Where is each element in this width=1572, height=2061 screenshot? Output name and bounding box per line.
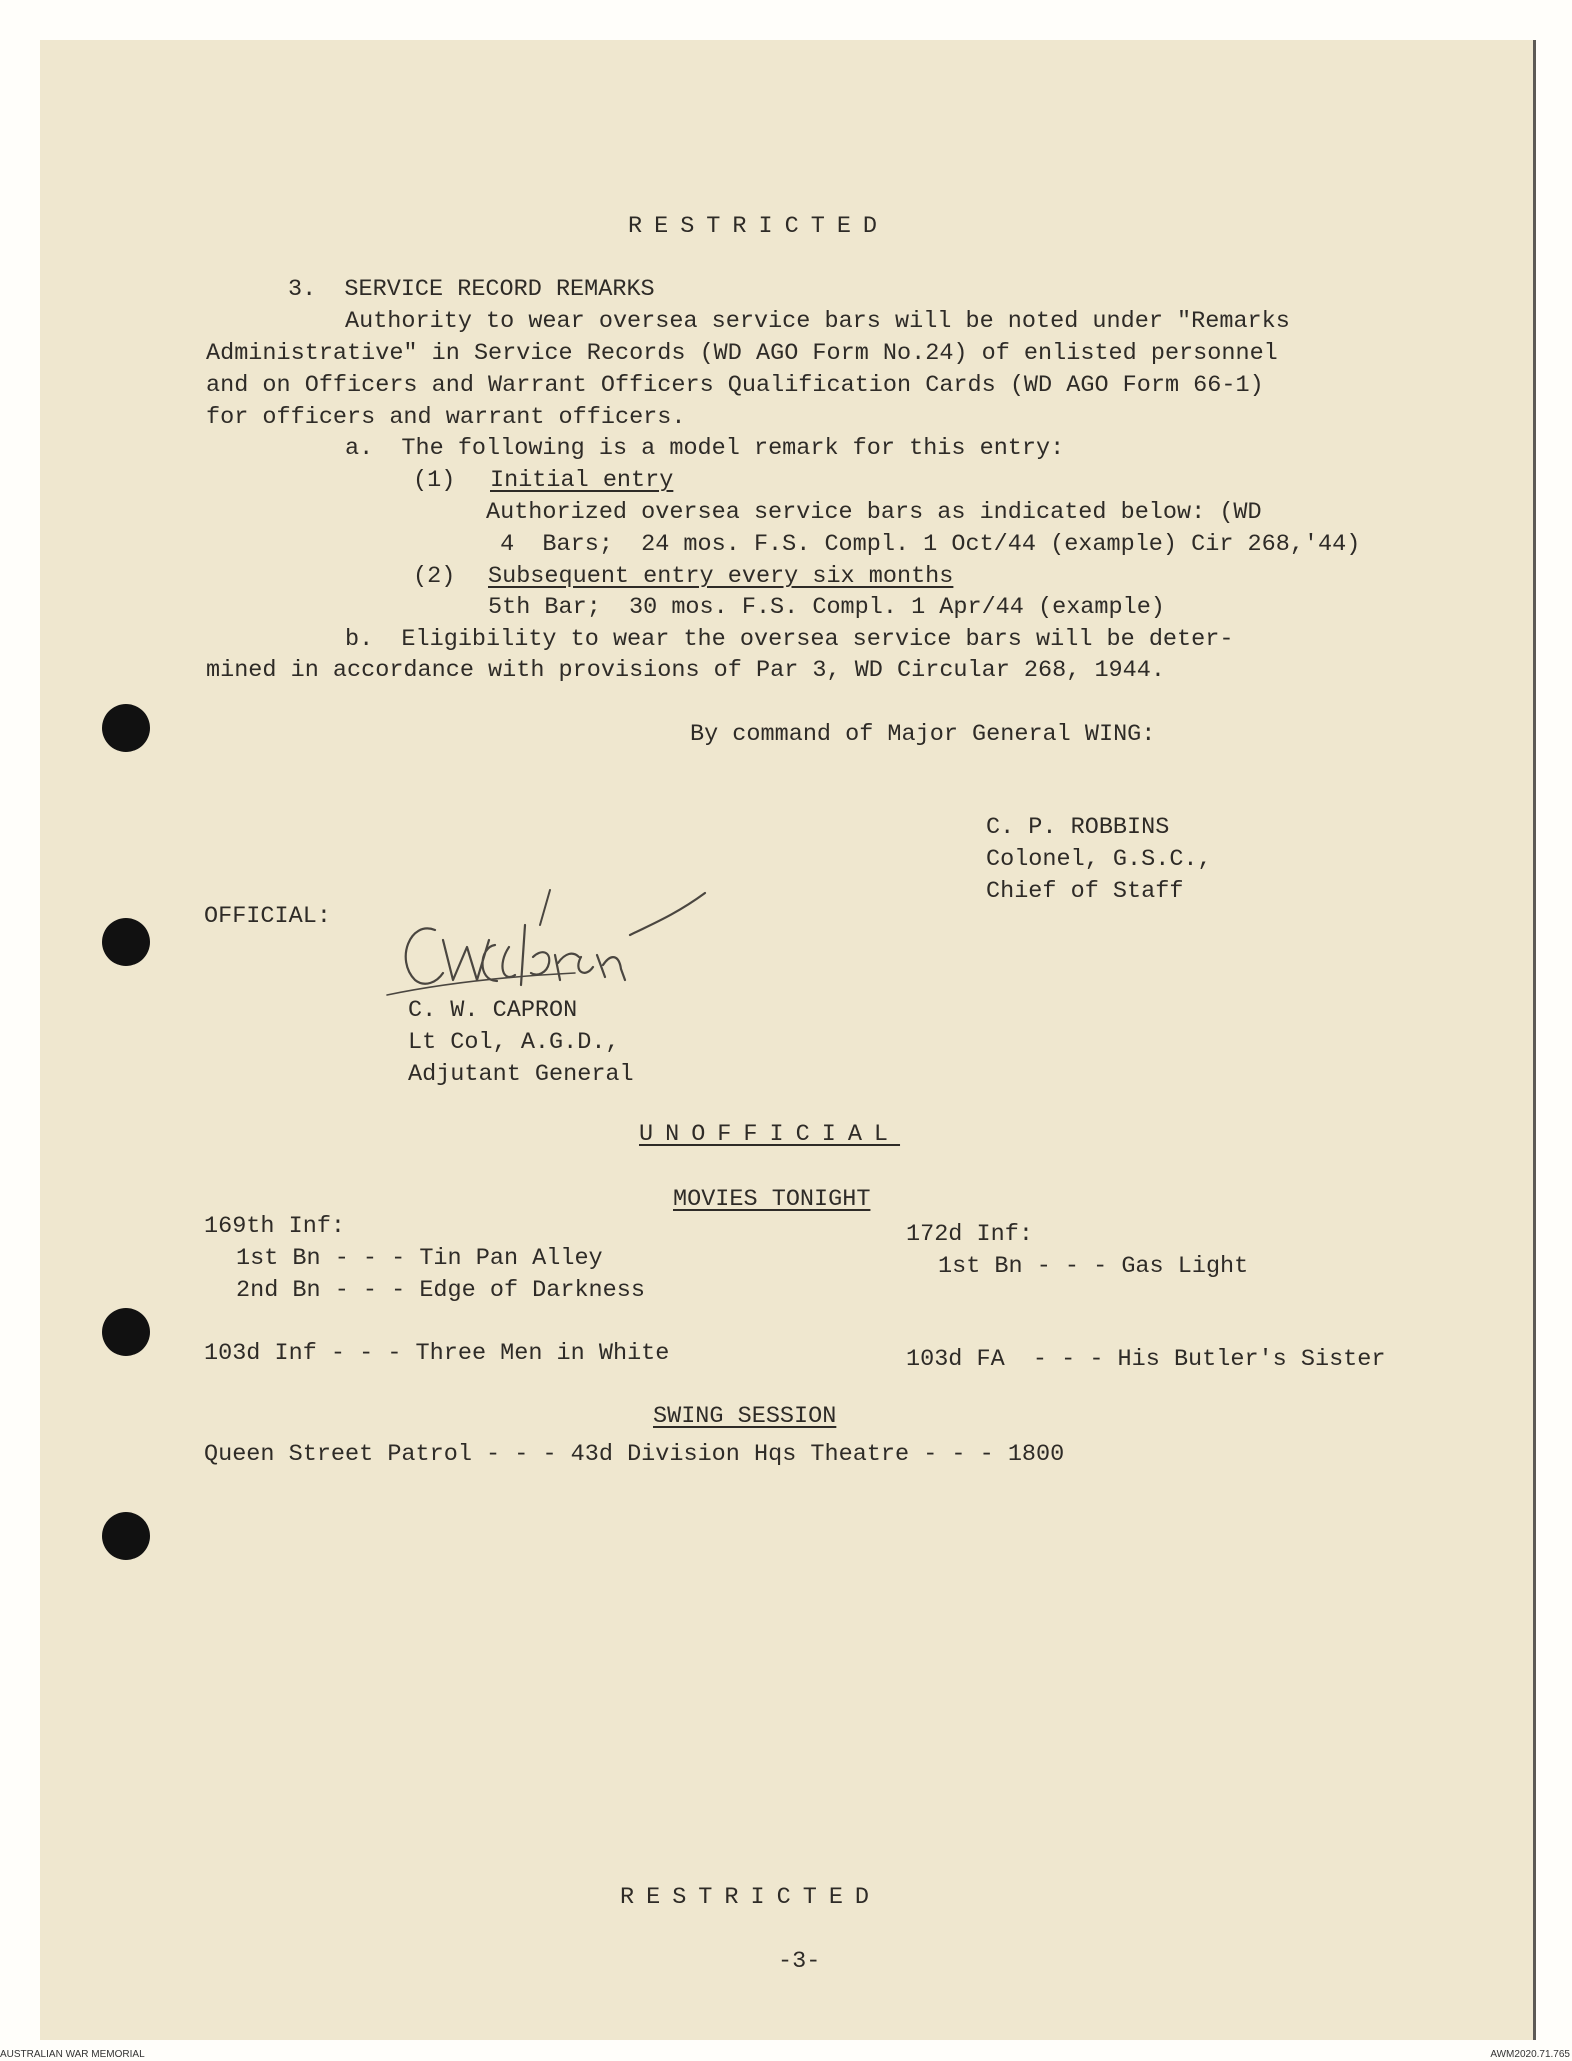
section-heading-text: 3. SERVICE RECORD REMARKS [288,276,655,303]
item-1-line-2: 4 Bars; 24 mos. F.S. Compl. 1 Oct/44 (example) Cir 268,'44) [486,531,1361,558]
swing-line: Queen Street Patrol - - - 43d Division Hqs Theatre - - - 1800 [204,1441,1065,1468]
ag-name: C. W. CAPRON [408,997,578,1024]
movies-heading: MOVIES TONIGHT [673,1186,871,1213]
unofficial-heading: UNOFFICIAL [639,1121,901,1148]
item-1-title: Initial entry [490,467,674,494]
archive-label-left: AUSTRALIAN WAR MEMORIAL [0,2049,145,2060]
item-2-line-1: 5th Bar; 30 mos. F.S. Compl. 1 Apr/44 (example) [488,594,1165,621]
punch-hole [102,704,150,752]
para-line-2: Administrative" in Service Records (WD AGO Form No.24) of enlisted personnel [206,340,1278,367]
movies-172d-unit: 172d Inf: [906,1221,1033,1248]
para-line-3: and on Officers and Warrant Officers Qualification Cards (WD AGO Form 66-1) [206,372,1264,399]
official-label: OFFICIAL: [204,903,331,930]
movies-169th-1st-bn: 1st Bn - - - Tin Pan Alley [236,1245,603,1272]
ag-title: Adjutant General [408,1061,634,1088]
punch-hole [102,1308,150,1356]
movies-103d-fa: 103d FA - - - His Butler's Sister [906,1346,1386,1373]
item-1-number: (1) [413,467,456,494]
swing-heading: SWING SESSION [653,1403,837,1430]
section-heading [288,275,655,305]
movies-103d-inf: 103d Inf - - - Three Men in White [204,1340,670,1367]
punch-hole [102,918,150,966]
movies-172d-1st-bn: 1st Bn - - - Gas Light [938,1253,1249,1280]
punch-hole [102,1512,150,1560]
cos-rank: Colonel, G.S.C., [986,846,1212,873]
page-number: -3- [778,1948,821,1975]
cos-title: Chief of Staff [986,878,1184,905]
para-line-1: Authority to wear oversea service bars will be noted under "Remarks [345,308,1290,335]
item-2-title: Subsequent entry every six months [488,563,954,590]
movies-169th-unit: 169th Inf: [204,1213,346,1240]
subsection-b-line-2: mined in accordance with provisions of Par 3, WD Circular 268, 1944. [206,657,1165,684]
subsection-a: a. The following is a model remark for this entry: [345,435,1065,462]
item-1-line-1: Authorized oversea service bars as indicated below: (WD [486,499,1262,526]
subsection-b-line-1: b. Eligibility to wear the oversea service bars will be deter- [345,626,1234,653]
cos-name: C. P. ROBBINS [986,814,1170,841]
by-command: By command of Major General WING: [690,721,1156,748]
item-2-number: (2) [413,563,456,590]
ag-rank: Lt Col, A.G.D., [408,1029,620,1056]
restricted-footer: RESTRICTED [620,1884,882,1911]
para-line-4: for officers and warrant officers. [206,404,686,431]
restricted-header: RESTRICTED [628,213,890,240]
movies-169th-2nd-bn: 2nd Bn - - - Edge of Darkness [236,1277,645,1304]
archive-label-right: AWM2020.71.765 [1490,2049,1570,2060]
